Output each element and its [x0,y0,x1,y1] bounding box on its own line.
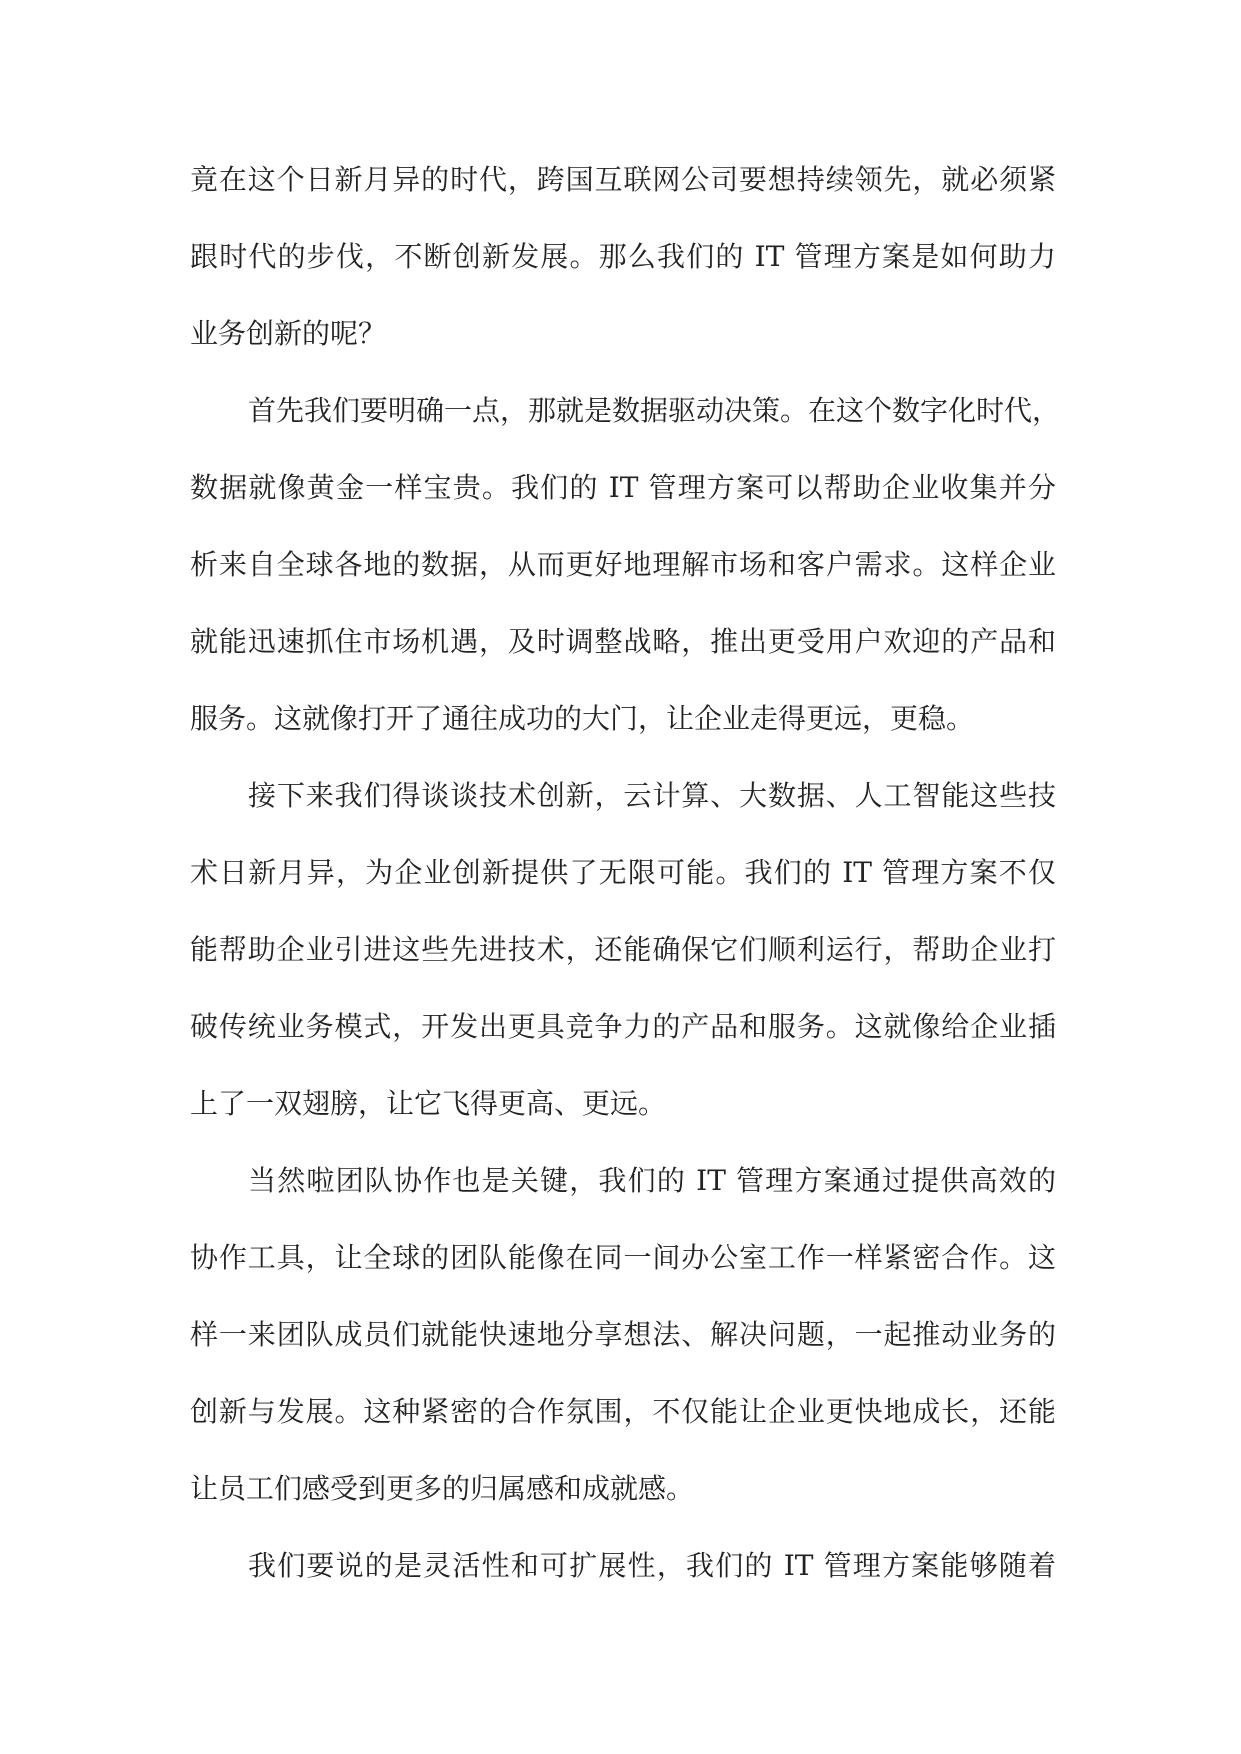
text-line: 破传统业务模式，开发出更具竞争力的产品和服务。这就像给企业插 [190,1010,1056,1043]
body-text [190,141,1061,1604]
text-line: 首先我们要明确一点，那就是数据驱动决策。在这个数字化时代， [248,394,1061,427]
text-line: 跟时代的步伐，不断创新发展。那么我们的 IT 管理方案是如何助力 [190,240,1056,273]
text-line: 术日新月异，为企业创新提供了无限可能。我们的 IT 管理方案不仅 [190,856,1056,889]
text-line: 就能迅速抓住市场机遇，及时调整战略，推出更受用户欢迎的产品和 [190,625,1056,658]
text-line: 样一来团队成员们就能快速地分享想法、解决问题，一起推动业务的 [190,1318,1056,1351]
text-line: 让员工们感受到更多的归属感和成就感。 [190,1472,695,1505]
text-line: 上了一双翅膀，让它飞得更高、更远。 [190,1087,667,1120]
text-line: 创新与发展。这种紧密的合作氛围，不仅能让企业更快地成长，还能 [190,1395,1056,1428]
text-line: 业务创新的呢？ [190,317,387,350]
text-line: 接下来我们得谈谈技术创新，云计算、大数据、人工智能这些技 [248,779,1056,812]
text-line: 协作工具，让全球的团队能像在同一间办公室工作一样紧密合作。这 [190,1241,1056,1274]
text-line: 当然啦团队协作也是关键，我们的 IT 管理方案通过提供高效的 [248,1164,1056,1197]
text-line: 析来自全球各地的数据，从而更好地理解市场和客户需求。这样企业 [190,548,1056,581]
text-line: 服务。这就像打开了通往成功的大门，让企业走得更远，更稳。 [190,702,975,735]
text-line: 数据就像黄金一样宝贵。我们的 IT 管理方案可以帮助企业收集并分 [190,471,1056,504]
text-line: 竟在这个日新月异的时代，跨国互联网公司要想持续领先，就必须紧 [190,163,1056,196]
text-line: 我们要说的是灵活性和可扩展性，我们的 IT 管理方案能够随着 [248,1549,1056,1582]
text-line: 能帮助企业引进这些先进技术，还能确保它们顺利运行，帮助企业打 [190,933,1056,966]
